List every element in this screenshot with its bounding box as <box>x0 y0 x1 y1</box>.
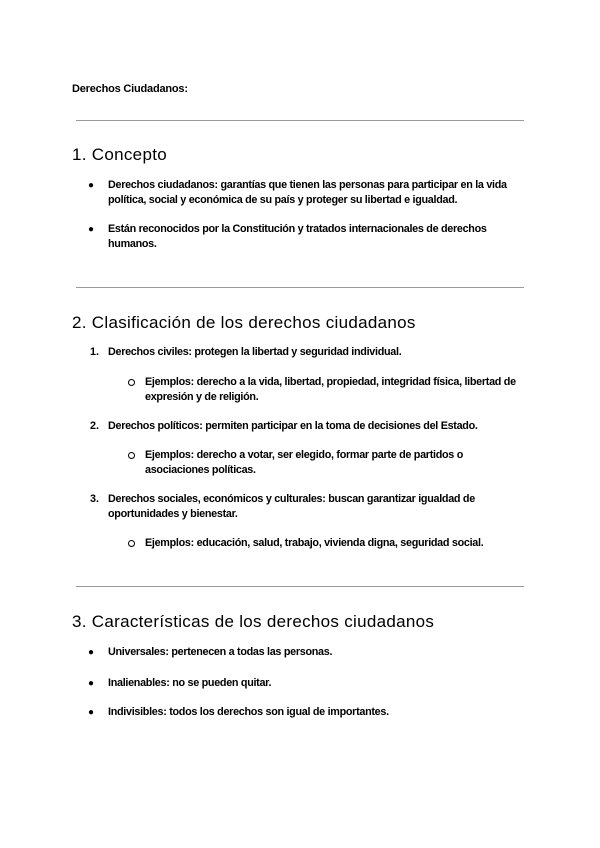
bullet-text: Derechos ciudadanos: garantías que tienen las personas para participar en la vida política, social y económica de su país y proteger su libertad e igualdad. <box>108 179 507 206</box>
list-number: 3. <box>90 493 100 505</box>
sub-bullet-text: Ejemplos: educación, salud, trabajo, vivienda digna, seguridad social. <box>145 537 484 549</box>
list-number: 2. <box>90 420 100 432</box>
section-heading-clasificacion: 2. Clasificación de los derechos ciudadanos <box>72 313 416 332</box>
list-number: 1. <box>90 346 100 358</box>
divider <box>76 287 524 288</box>
hollow-circle-icon <box>128 540 135 547</box>
numbered-item-text: Derechos civiles: protegen la libertad y seguridad individual. <box>108 346 402 358</box>
bullet-dot-icon: ● <box>88 647 95 658</box>
section-heading-concepto: 1. Concepto <box>72 145 167 164</box>
hollow-circle-icon <box>128 379 135 386</box>
bullet-text: Están reconocidos por la Constitución y tratados internacionales de derechos humanos. <box>108 223 487 250</box>
document-title: Derechos Ciudadanos: <box>72 83 188 95</box>
bullet-dot-icon: ● <box>88 180 95 191</box>
hollow-circle-icon <box>128 452 135 459</box>
sub-bullet-text: Ejemplos: derecho a la vida, libertad, propiedad, integridad física, libertad de expresión y de religión. <box>145 376 516 403</box>
numbered-item-text: Derechos sociales, económicos y culturales: buscan garantizar igualdad de oportunidades y bienestar. <box>108 493 475 520</box>
divider <box>76 586 524 587</box>
bullet-dot-icon: ● <box>88 678 95 689</box>
divider <box>76 120 524 121</box>
bullet-text: Indivisibles: todos los derechos son igual de importantes. <box>108 706 389 718</box>
bullet-dot-icon: ● <box>88 707 95 718</box>
section-heading-caracteristicas: 3. Características de los derechos ciudadanos <box>72 612 435 631</box>
numbered-item-text: Derechos políticos: permiten participar en la toma de decisiones del Estado. <box>108 420 478 432</box>
bullet-dot-icon: ● <box>88 224 95 235</box>
bullet-text: Inalienables: no se pueden quitar. <box>108 677 272 689</box>
sub-bullet-text: Ejemplos: derecho a votar, ser elegido, formar parte de partidos o asociaciones políticas. <box>145 449 463 476</box>
bullet-text: Universales: pertenecen a todas las personas. <box>108 646 333 658</box>
